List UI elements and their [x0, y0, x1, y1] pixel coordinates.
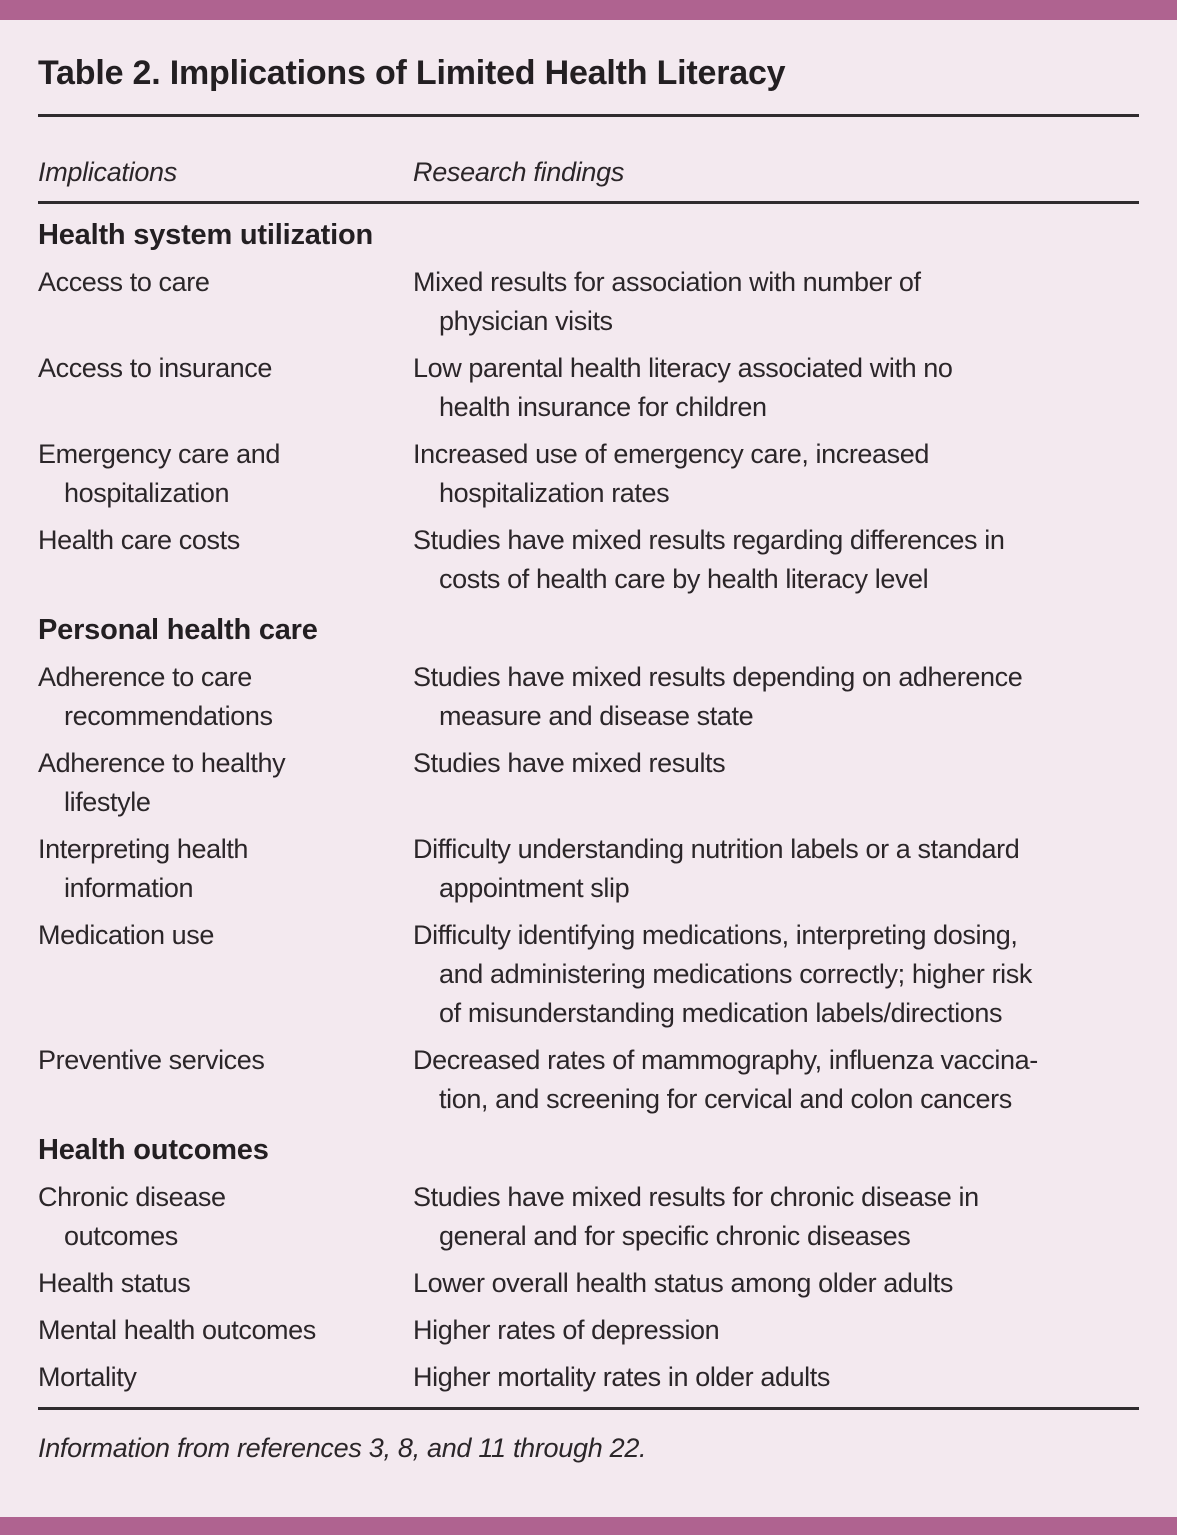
row-implication — [38, 349, 413, 427]
row-implication — [38, 521, 413, 599]
row-finding — [413, 521, 1139, 599]
table-row — [38, 1041, 1139, 1119]
table-row — [38, 1358, 1139, 1397]
bottom-accent-bar — [0, 1517, 1177, 1535]
row-finding — [413, 1264, 1139, 1303]
implication-line: outcomes — [64, 1221, 178, 1251]
implication-line: Emergency care and — [38, 439, 280, 469]
row-finding — [413, 1041, 1139, 1119]
row-implication — [38, 916, 413, 1033]
finding-line: Studies have mixed results regarding differences in — [413, 525, 1005, 555]
implication-line: Mortality — [38, 1362, 137, 1392]
finding-line: Studies have mixed results for chronic disease in — [413, 1182, 979, 1212]
row-finding — [413, 263, 1139, 341]
row-implication — [38, 744, 413, 822]
table-body — [38, 216, 1139, 1397]
implication-line: Adherence to care — [38, 662, 252, 692]
table-row — [38, 1178, 1139, 1256]
row-implication — [38, 1311, 413, 1350]
table-row — [38, 1311, 1139, 1350]
finding-line: of misunderstanding medication labels/directions — [439, 998, 1003, 1028]
finding-line: hospitalization rates — [439, 478, 670, 508]
row-finding — [413, 349, 1139, 427]
top-accent-bar — [0, 0, 1177, 20]
implication-line: Interpreting health — [38, 834, 249, 864]
finding-line: Higher mortality rates in older adults — [413, 1362, 830, 1392]
divider-above-footnote — [38, 1407, 1139, 1410]
finding-line: physician visits — [439, 306, 613, 336]
row-implication — [38, 658, 413, 736]
row-finding — [413, 1358, 1139, 1397]
table-row — [38, 349, 1139, 427]
divider-below-headers — [38, 201, 1139, 204]
table-row — [38, 658, 1139, 736]
implication-line: Mental health outcomes — [38, 1315, 316, 1345]
column-header-row — [38, 153, 1139, 191]
finding-line: Mixed results for association with number of — [413, 267, 921, 297]
table-row — [38, 916, 1139, 1033]
table-row — [38, 744, 1139, 822]
row-finding — [413, 435, 1139, 513]
finding-line: Studies have mixed results depending on adherence — [413, 662, 1023, 692]
section-heading: Personal health care — [38, 614, 318, 646]
table-row — [38, 1264, 1139, 1303]
row-implication — [38, 263, 413, 341]
row-implication — [38, 1358, 413, 1397]
row-implication — [38, 1041, 413, 1119]
finding-line: tion, and screening for cervical and colon cancers — [439, 1084, 1012, 1114]
implication-line: information — [64, 873, 194, 903]
implication-line: Chronic disease — [38, 1182, 226, 1212]
implication-line: recommendations — [64, 701, 273, 731]
finding-line: appointment slip — [439, 873, 630, 903]
table-row — [38, 521, 1139, 599]
implication-line: lifestyle — [64, 787, 151, 817]
row-finding — [413, 916, 1139, 1033]
finding-line: Difficulty understanding nutrition labels or a standard — [413, 834, 1020, 864]
finding-line: Lower overall health status among older adults — [413, 1268, 953, 1298]
implication-line: Preventive services — [38, 1045, 265, 1075]
finding-line: health insurance for children — [439, 392, 767, 422]
row-implication — [38, 435, 413, 513]
finding-line: measure and disease state — [439, 701, 754, 731]
row-finding — [413, 1178, 1139, 1256]
finding-line: Decreased rates of mammography, influenza vaccina- — [413, 1045, 1038, 1075]
row-finding — [413, 830, 1139, 908]
implication-line: Access to insurance — [38, 353, 273, 383]
finding-line: Higher rates of depression — [413, 1315, 720, 1345]
row-implication — [38, 1264, 413, 1303]
table-content — [0, 20, 1177, 1466]
implication-line: Medication use — [38, 920, 215, 950]
row-finding — [413, 658, 1139, 736]
finding-line: Low parental health literacy associated with no — [413, 353, 953, 383]
row-implication — [38, 830, 413, 908]
table-row — [38, 435, 1139, 513]
row-finding — [413, 744, 1139, 822]
implication-line: Health care costs — [38, 525, 240, 555]
implication-line: Access to care — [38, 267, 210, 297]
implication-line: Adherence to healthy — [38, 748, 286, 778]
table-row — [38, 263, 1139, 341]
section-heading: Health outcomes — [38, 1134, 269, 1166]
divider-below-title — [38, 114, 1139, 117]
finding-line: Difficulty identifying medications, interpreting dosing, — [413, 920, 1018, 950]
column-header-findings: Research findings — [413, 157, 625, 187]
section-heading: Health system utilization — [38, 219, 374, 251]
row-finding — [413, 1311, 1139, 1350]
finding-line: general and for specific chronic diseases — [439, 1221, 911, 1251]
row-implication — [38, 1178, 413, 1256]
implication-line: hospitalization — [64, 478, 230, 508]
finding-line: Increased use of emergency care, increased — [413, 439, 929, 469]
finding-line: costs of health care by health literacy level — [439, 564, 929, 594]
implication-line: Health status — [38, 1268, 191, 1298]
table-row — [38, 830, 1139, 908]
column-header-implications: Implications — [38, 157, 177, 187]
footnote: Information from references 3, 8, and 11 through 22. — [38, 1433, 647, 1463]
finding-line: Studies have mixed results — [413, 748, 726, 778]
finding-line: and administering medications correctly; higher risk — [439, 959, 1032, 989]
table-title: Table 2. Implications of Limited Health Literacy — [38, 54, 786, 92]
